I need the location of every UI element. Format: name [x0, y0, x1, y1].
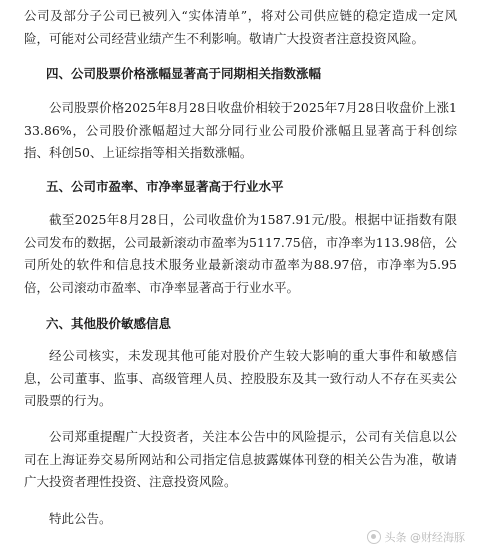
section-heading-5: 五、公司市盈率、市净率显著高于行业水平 — [46, 179, 284, 194]
paragraph-valuation: 截至2025年8月28日，公司收盘价为1587.91元/股。根据中证指数有限公司发布的数据，公司最新滚动市盈率为5117.75倍，市净率为113.98倍，公司所处的软件和信息技术服务业最新滚动市盈率为88.97倍，市净率为5.95倍，公司滚动市盈率、市净率显著高于行业水平。 — [24, 212, 457, 295]
watermark-text: 头条 @财经海豚 — [384, 531, 465, 544]
paragraph-price-increase: 公司股票价格2025年8月28日收盘价相较于2025年7月28日收盘价上涨133.86%，公司股价涨幅超过大部分同行业公司股价涨幅且显著高于科创综指、科创50、上证综指等相关指数涨幅。 — [24, 100, 457, 160]
paragraph-sensitive-info: 经公司核实，未发现其他可能对股价产生较大影响的重大事件和敏感信息，公司董事、监事、高级管理人员、控股股东及其一致行动人不存在买卖公司股票的行为。 — [24, 348, 457, 408]
section-heading-4: 四、公司股票价格涨幅显著高于同期相关指数涨幅 — [46, 66, 322, 81]
paragraph-supply-chain-risk: 公司及部分子公司已被列入“实体清单”，将对公司供应链的稳定造成一定风险，可能对公司经营业绩产生不利影响。敬请广大投资者注意投资风险。 — [24, 8, 457, 46]
paragraph-closing: 特此公告。 — [49, 511, 112, 526]
paragraph-investor-reminder: 公司郑重提醒广大投资者，关注本公告中的风险提示，公司有关信息以公司在上海证券交易所网站和公司指定信息披露媒体刊登的相关公告为准，敬请广大投资者理性投资、注意投资风险。 — [24, 429, 457, 489]
section-heading-6: 六、其他股价敏感信息 — [46, 316, 172, 331]
watermark-logo-icon — [367, 530, 381, 544]
watermark — [367, 529, 466, 545]
